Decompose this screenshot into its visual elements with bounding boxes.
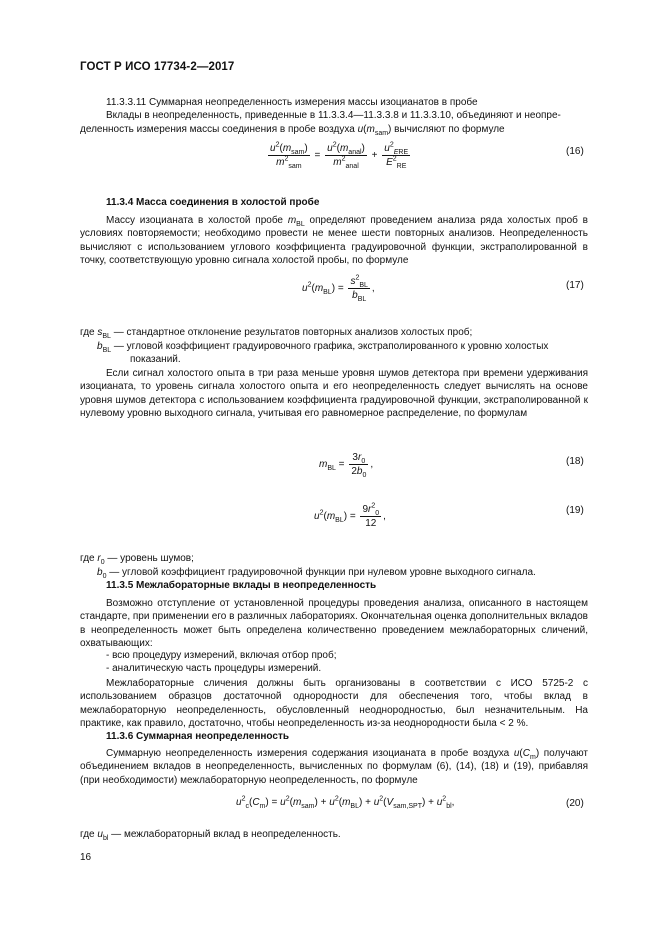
equation-19: $u^2(m_{BL})$ = $\frac{9r^2_0}{12}$ , (314, 502, 386, 529)
equation-17-number: (17) (566, 280, 584, 291)
equation-16: $\frac{u^2(m_{sam})}{m^2_{sam}}$ = $\frac{u^2(m_{anal})}{m^2_{anal}}$ + $\frac{u^2_{ERE}}{E^2_{RE}}$ (270, 141, 409, 170)
equation-20-number: (20) (566, 798, 584, 809)
where-u-bl: где $u_{bl}$ — межлабораторный вклад в неопределенность. (80, 829, 341, 842)
section-11-3-6-heading: 11.3.6 Суммарная неопределенность (106, 731, 290, 742)
equation-17: $u^2(m_{BL})$ = $\frac{s^2_{BL}}{b_{BL}}$ , (302, 274, 375, 303)
equation-18: $m_{BL}$ = $\frac{3r_0}{2b_0}$ , (319, 452, 374, 479)
section-11-3-3-11-line2: Вклады в неопределенность, приведенные в 11.3.3.4—11.3.3.8 и 11.3.3.10, объединяют и неопре- (106, 110, 561, 122)
where-b-bl: $b_{BL}$ — угловой коэффициент градуировочного графика, экстраполированного к уровню холостых (97, 341, 549, 354)
section-11-3-5-text: Возможно отступление от установленной процедуры проведения анализа, описанного в настоящем стандарте, при применении его в различных лабораториях. Окончательная оценка дополнительных вкладов в неопределенность может быть определена количественно проведением межлабораторных сличений, охватывающих: (80, 598, 588, 649)
where-s-bl: где $s_{BL}$ — стандартное отклонение результатов повторных анализов холостых проб; (80, 327, 473, 340)
equation-19-number: (19) (566, 505, 584, 516)
section-11-3-3-11-title: 11.3.3.11 Суммарная неопределенность измерения массы изоцианатов в пробе (106, 97, 478, 108)
section-11-3-5-text2: Межлабораторные сличения должны быть организованы в соответствии с ИСО 5725-2 с использованием образцов достаточной однородности для обеспечения того, чтобы вклад в межлабораторную неопределенность, обусловленный неоднородностью, был незначительным. На практике, как правило, достаточно, чтобы неопределенность из-за неоднородности была < 2 %. (80, 678, 588, 729)
equation-20: $u^2_c(C_m) = u^2(m_{sam}) + u^2(m_{BL}) + u^2(V_{sam,SPT}) + u^2_{bl}$, (236, 795, 455, 810)
where-r0: где $r_0$ — уровень шумов; (80, 553, 194, 566)
page-number: 16 (80, 852, 92, 863)
section-11-3-3-11 (80, 96, 588, 136)
section-11-3-4-heading: 11.3.4 Масса соединения в холостой пробе (106, 197, 320, 208)
section-11-3-6-text: Суммарную неопределенность измерения содержания изоцианата в пробе воздуха $u(C_m)$ получают объединением вкладов в неопределенность, вычисленных по формулам (6), (14), (18) и (19), прибавляя (при необходимости) межлабораторную неопределенность, по формуле (80, 748, 588, 786)
where-b0: $b_0$ — угловой коэффициент градуировочной функции при нулевом уровне выходного сигнала. (97, 567, 536, 580)
equation-16-number: (16) (566, 146, 584, 157)
section-11-3-4-text: Массу изоцианата в холостой пробе $m_{BL}$ определяют проведением анализа ряда холостых проб в условиях повторяемости; необходимо провести не менее шести повторных анализов. Неопределенность вычисляют с использованием углового коэффициента градуировочной функции, экстраполированной в точку, соответствующую уровню сигнала холостой пробы, по формуле (80, 215, 588, 266)
section-11-3-3-11-line3: деленность измерения массы соединения в пробе воздуха $u(m_{sam})$ вычисляют по формуле (80, 123, 505, 137)
document-header: ГОСТ Р ИСО 17734-2—2017 (80, 61, 235, 73)
blank-signal-paragraph: Если сигнал холостого опыта в три раза меньше уровня шумов детектора при времени удерживания изоцианата, то уровень сигнала холостого опыта и его неопределенность следует вычислять на основе уровня шумов детектора с использованием коэффициента градуировочной функции, экстраполированной к нулевому уровню выходного сигнала, учитывая его равномерное распределение, по формулам (80, 368, 588, 419)
equation-18-number: (18) (566, 456, 584, 467)
where-b-bl-cont: показаний. (130, 354, 181, 365)
section-11-3-5-heading: 11.3.5 Межлабораторные вклады в неопределенность (106, 580, 377, 591)
list-item-1: - всю процедуру измерений, включая отбор проб; (106, 650, 337, 661)
list-item-2: - аналитическую часть процедуры измерений. (106, 663, 322, 674)
